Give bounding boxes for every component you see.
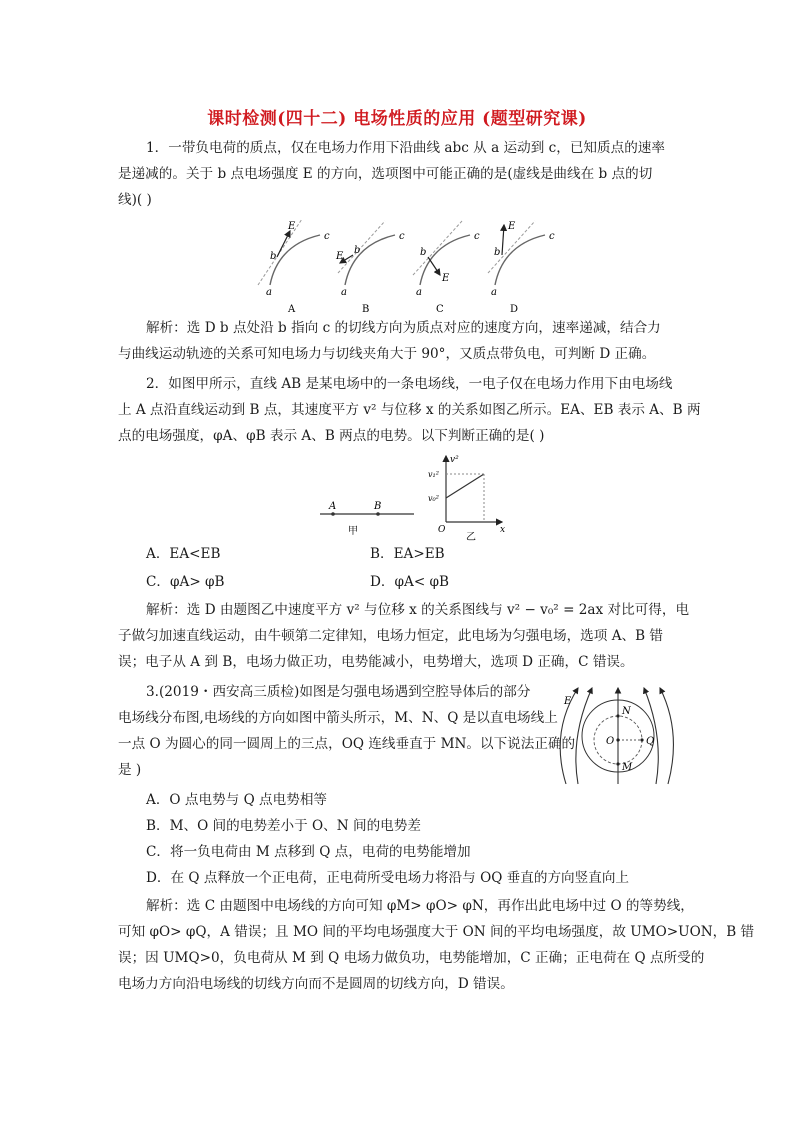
q3-label-O: O (606, 736, 615, 747)
q1-b-label-a: a (341, 287, 347, 298)
q1-analysis-2: 与曲线运动轨迹的关系可知电场力与切线夹角大于 90°，又质点带负电，可判断 D 正确。 (118, 346, 656, 362)
q1-panel-label-a: A (288, 304, 296, 315)
q3-label-M: M (622, 762, 633, 773)
q3-label-E: E (564, 696, 572, 707)
q2-option-c: C．φA> φB (146, 574, 225, 590)
q2-option-b: B．EA>EB (370, 546, 445, 562)
q1-c-label-a: a (416, 287, 422, 298)
q3-line-3: 一点 O 为圆心的同一圆周上的三点，OQ 连线垂直于 MN。以下说法正确的 (118, 736, 576, 752)
q1-line-1: 1．一带负电荷的质点，仅在电场力作用下沿曲线 abc 从 a 运动到 c，已知质点的速率 (146, 140, 665, 156)
page-title: 课时检测(四十二) 电场性质的应用 (题型研究课) (207, 109, 587, 129)
q3-option-c: C．将一负电荷由 M 点移到 Q 点，电荷的电势能增加 (146, 844, 471, 860)
q1-panel-d (488, 221, 555, 315)
q3-analysis-4: 电场力方向沿电场线的切线方向而不是圆周的切线方向，D 错误。 (118, 976, 514, 992)
q2-figure-jia (318, 496, 418, 540)
q1-a-label-c: c (324, 231, 330, 242)
q1-panel-c (413, 221, 480, 315)
q2-line-2: 上 A 点沿直线运动到 B 点，其速度平方 v² 与位移 x 的关系如图乙所示。EA、EB 表示 A、B 两 (118, 402, 701, 418)
q2-origin: O (438, 525, 446, 535)
q3-option-d: D．在 Q 点释放一个正电荷，正电荷所受电场力将沿与 OQ 垂直的方向竖直向上 (146, 870, 630, 886)
q3-figure (556, 682, 686, 786)
q1-line-2: 是递减的。关于 b 点电场强度 E 的方向，选项图中可能正确的是(虚线是曲线在 b 点的切 (118, 166, 653, 182)
q1-panel-b (335, 221, 405, 315)
q2-analysis-3: 误；电子从 A 到 B，电场力做正功，电势能减小，电势增大，选项 D 正确，C 错误。 (118, 654, 634, 670)
q2-y-tick-low: v₀² (428, 494, 439, 503)
q3-analysis-1: 解析：选 C 由题图中电场线的方向可知 φM> φO> φN，再作出此电场中过 O 的等势线， (146, 898, 694, 914)
q1-b-label-e: E (336, 251, 344, 262)
q3-analysis-2: 可知 φO> φQ，A 错误；且 MO 间的平均电场强度大于 ON 间的平均电场强度，故 UMO>UON，B 错 (118, 924, 755, 940)
q2-option-d: D．φA< φB (370, 574, 450, 590)
q2-line-3: 点的电场强度，φA、φB 表示 A、B 两点的电势。以下判断正确的是( ) (118, 428, 545, 444)
q1-d-label-c: c (549, 231, 555, 242)
q1-a-label-e: E (288, 221, 296, 232)
q3-label-N: N (622, 706, 631, 717)
q1-b-label-c: c (399, 231, 405, 242)
q2-analysis-1: 解析：选 D 由题图乙中速度平方 v² 与位移 x 的关系图线与 v² − v₀² = 2ax 对比可得，电 (146, 602, 690, 618)
q2-caption-jia: 甲 (348, 526, 358, 537)
q2-analysis-2: 子做匀加速直线运动，由牛顿第二定律知，电场力恒定，此电场为匀强电场，选项 A、B 错 (118, 628, 664, 644)
q3-label-Q: Q (646, 736, 655, 747)
q1-line-3: 线)( ) (118, 192, 152, 208)
q2-line-1: 2．如图甲所示，直线 AB 是某电场中的一条电场线，一电子仅在电场力作用下由电场线 (146, 376, 673, 392)
q1-panel-a (258, 219, 330, 315)
q2-x-axis-label: x (500, 525, 506, 535)
q3-analysis-3: 误；因 UMQ>0，负电荷从 M 到 Q 电场力做负功，电势能增加，C 正确；正电荷在 Q 点所受的 (118, 950, 705, 966)
q2-caption-yi: 乙 (466, 532, 476, 543)
q1-d-label-b: b (494, 247, 501, 258)
q1-figure (250, 215, 560, 315)
q3-line-4: 是 ) (118, 762, 142, 778)
q2-y-tick-top: v₁² (428, 470, 439, 479)
q1-c-label-e: E (442, 273, 450, 284)
q1-a-label-b: b (270, 251, 277, 262)
q1-panel-label-d: D (510, 304, 519, 315)
q1-c-label-b: b (420, 247, 427, 258)
q2-label-A: A (329, 501, 337, 512)
q1-c-label-c: c (474, 231, 480, 242)
q3-option-b: B．M、O 间的电势差小于 O、N 间的电势差 (146, 818, 421, 834)
q2-option-a: A．EA<EB (146, 546, 221, 562)
q1-b-label-b: b (354, 245, 361, 256)
q1-panel-label-b: B (362, 304, 370, 315)
q1-panel-label-c: C (436, 304, 444, 315)
q2-y-axis-label: v² (450, 455, 459, 465)
q2-figure-yi (424, 452, 508, 544)
q3-option-a: A．O 点电势与 Q 点电势相等 (146, 792, 328, 808)
q1-analysis-1: 解析：选 D b 点处沿 b 指向 c 的切线方向为质点对应的速度方向，速率递减，结合力 (146, 320, 661, 336)
q2-label-B: B (374, 501, 382, 512)
q3-line-2: 电场线分布图,电场线的方向如图中箭头所示，M、N、Q 是以直电场线上 (118, 710, 558, 726)
q1-d-label-a: a (491, 287, 497, 298)
q1-d-label-e: E (508, 221, 516, 232)
q1-a-label-a: a (266, 287, 272, 298)
q3-line-1: 3.(2019・西安高三质检)如图是匀强电场遇到空腔导体后的部分 (146, 684, 531, 700)
